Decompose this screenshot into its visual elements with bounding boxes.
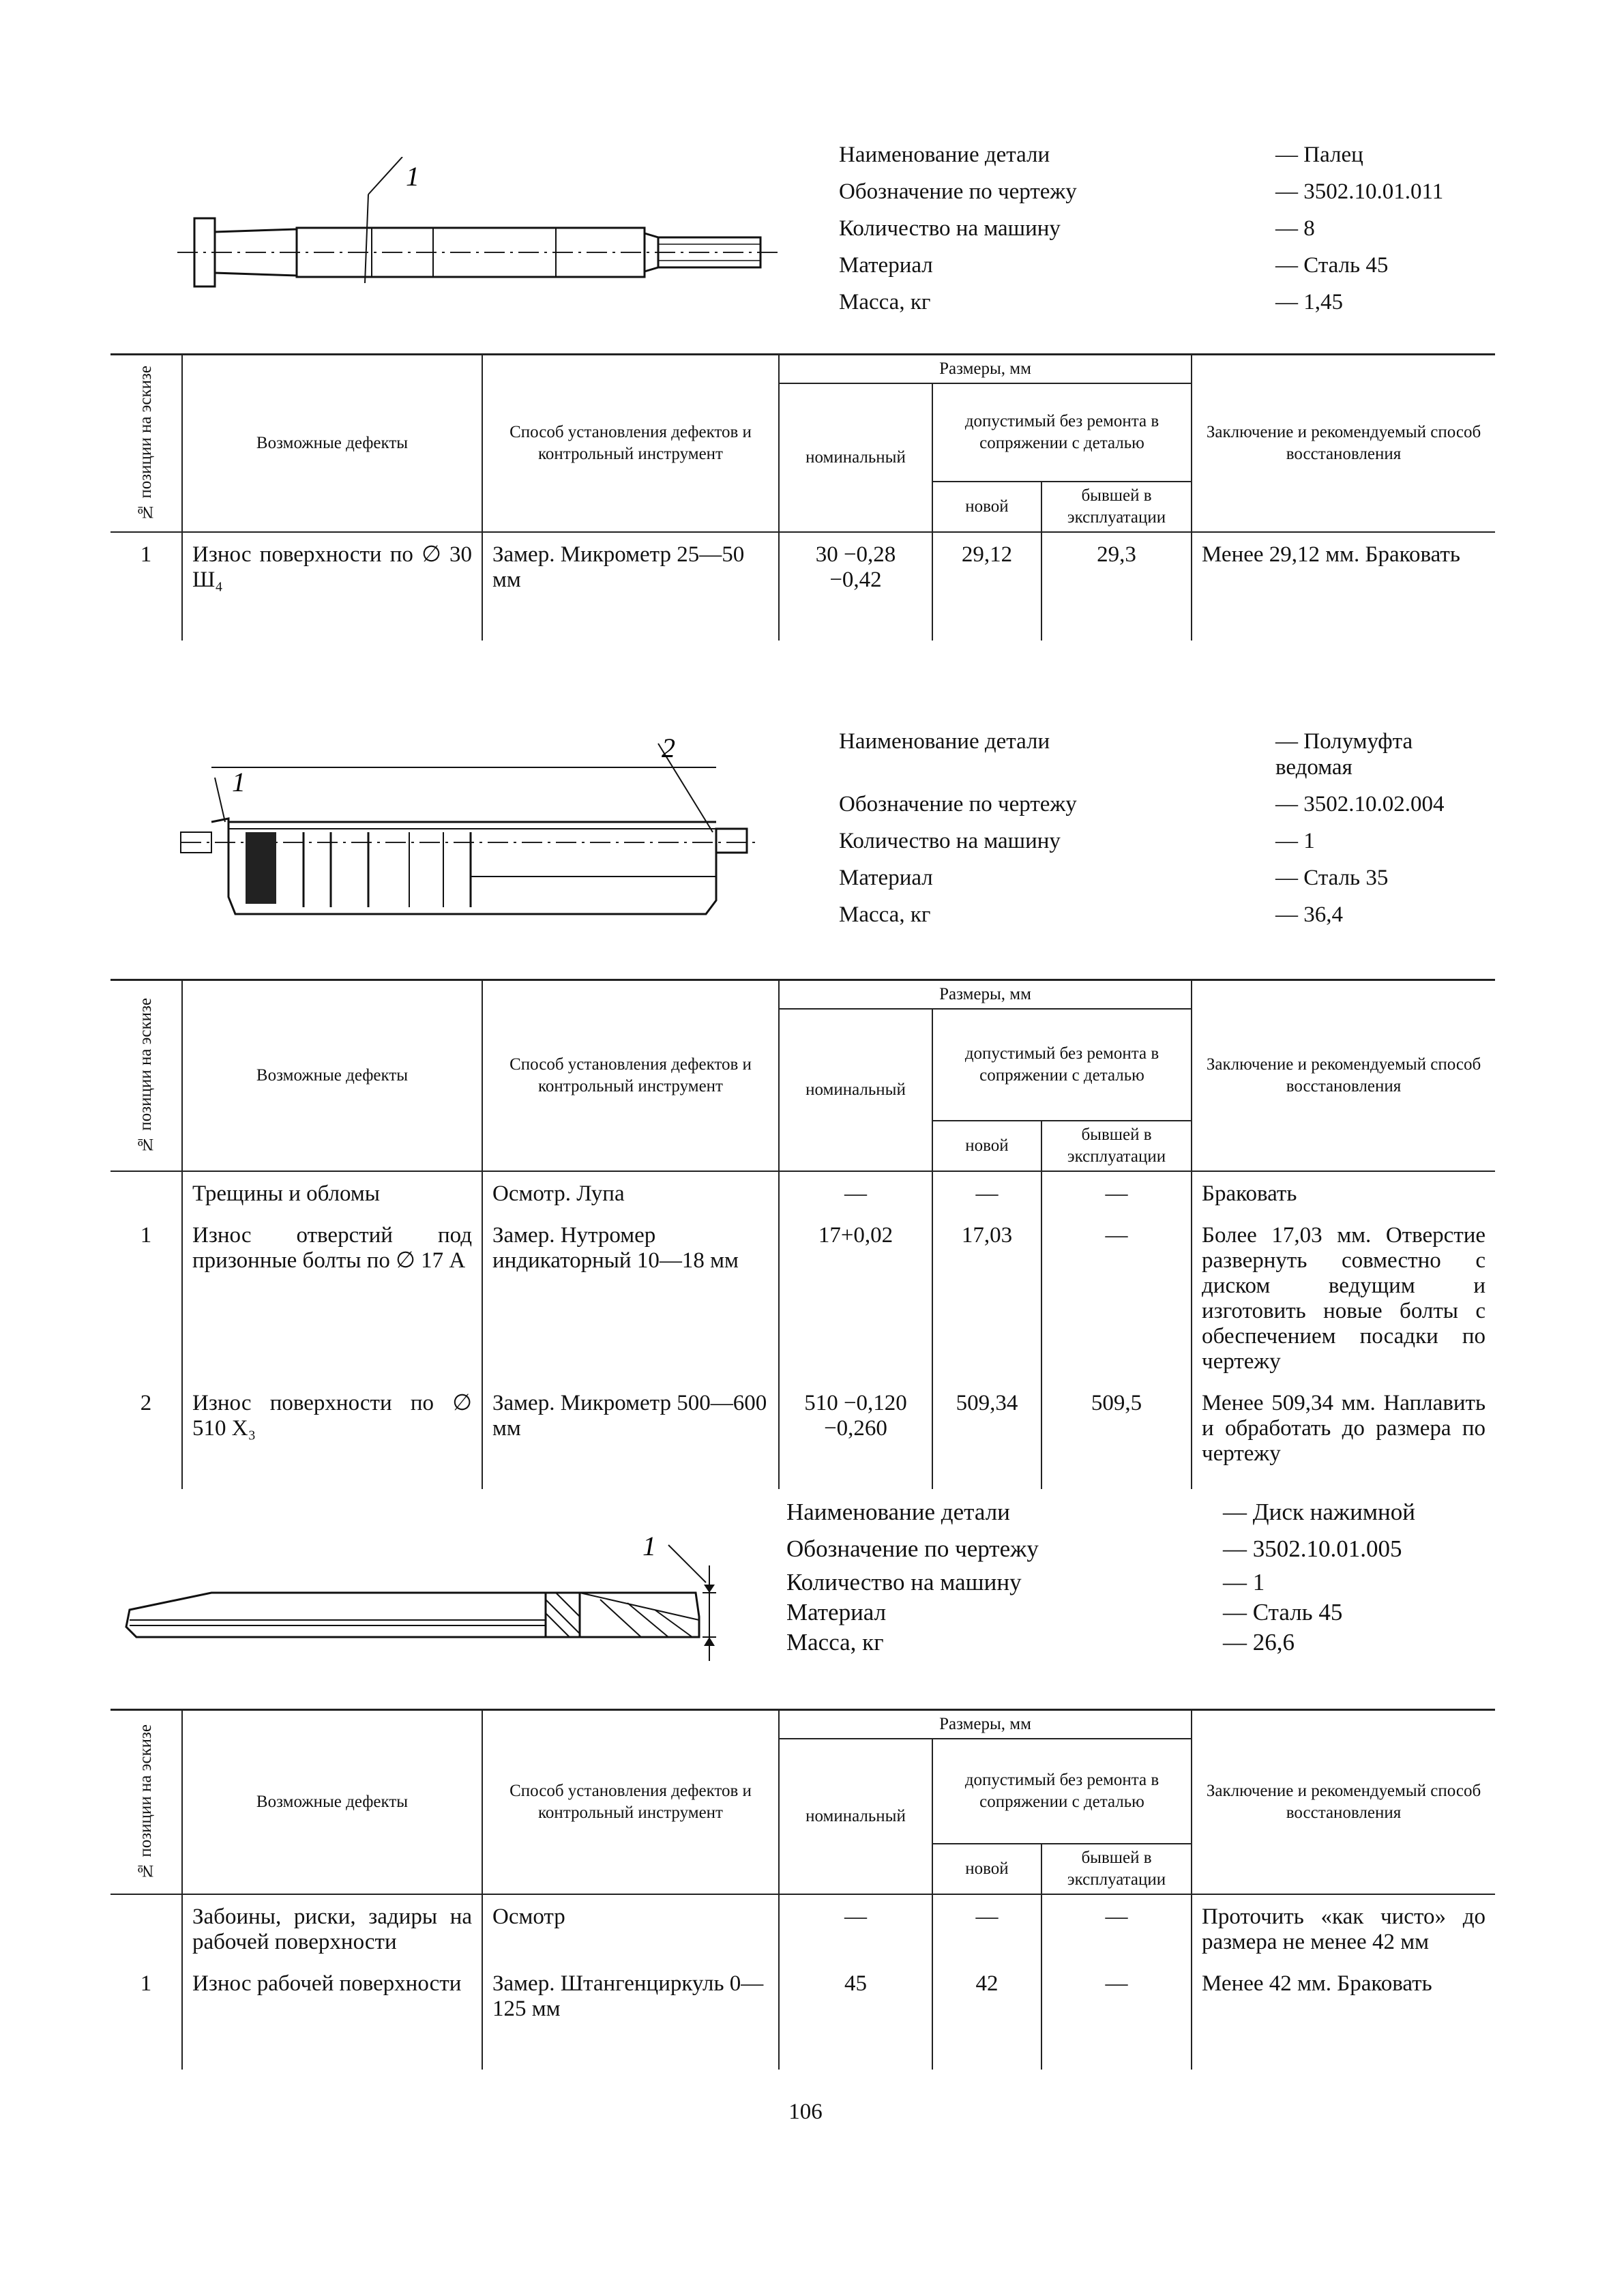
pos-cell: 1 <box>110 532 182 641</box>
col-dims-header: Размеры, мм <box>779 980 1192 1010</box>
col-new-header: новой <box>932 1121 1041 1171</box>
col-dims-header: Размеры, мм <box>779 355 1192 384</box>
mass-label: Масса, кг <box>839 902 931 927</box>
mass-value: — 36,4 <box>1275 902 1343 927</box>
defects-table-2 <box>110 979 1495 1489</box>
table-row <box>110 1171 1495 1213</box>
col-used-header: бывшей в эксплуатации <box>1041 482 1192 532</box>
defect-cell: Износ поверхности по ∅ 510 Х₃ <box>182 1381 482 1489</box>
drawing-value: — 3502.10.01.011 <box>1275 179 1444 204</box>
new-cell: 17,03 <box>932 1213 1041 1381</box>
name-label: Наименование детали <box>786 1499 1010 1525</box>
conclusion-cell: Менее 29,12 мм. Браковать <box>1192 532 1495 641</box>
part-info-3 <box>786 1494 1496 1658</box>
table-row <box>110 532 1495 641</box>
defect-cell: Трещины и обломы <box>182 1171 482 1213</box>
used-cell: — <box>1041 1962 1192 2070</box>
method-cell: Осмотр <box>482 1894 779 1962</box>
used-cell: — <box>1041 1213 1192 1381</box>
col-conclusion-header: Заключение и рекомендуемый способ восстановления <box>1192 980 1495 1172</box>
used-cell: — <box>1041 1894 1192 1962</box>
used-cell: 29,3 <box>1041 532 1192 641</box>
nominal-cell: 30 −0,28 −0,42 <box>779 532 932 641</box>
sketch-half-coupling <box>174 730 774 928</box>
qty-value: — 1 <box>1223 1569 1265 1595</box>
drawing-label: Обозначение по чертежу <box>839 179 1077 204</box>
sketch-pin <box>167 157 795 314</box>
col-nominal-header: номинальный <box>779 383 932 532</box>
conclusion-cell: Проточить «как чисто» до размера не менее 42 мм <box>1192 1894 1495 1962</box>
col-nominal-header: номинальный <box>779 1009 932 1171</box>
nominal-cell: 510 −0,120 −0,260 <box>779 1381 932 1489</box>
qty-value: — 1 <box>1275 829 1315 853</box>
conclusion-cell: Менее 42 мм. Браковать <box>1192 1962 1495 2070</box>
material-value: — Сталь 45 <box>1223 1599 1343 1625</box>
callout-1: 1 <box>232 767 246 797</box>
col-conclusion-header: Заключение и рекомендуемый способ восстановления <box>1192 355 1495 533</box>
material-value: — Сталь 35 <box>1275 866 1389 890</box>
material-label: Материал <box>786 1599 887 1625</box>
method-cell: Замер. Микрометр 25—50 мм <box>482 532 779 641</box>
name-value: — Палец <box>1275 143 1363 167</box>
mass-value: — 1,45 <box>1275 290 1343 314</box>
pos-cell: 1 <box>110 1962 182 2070</box>
name-value: — Полумуфта ведомая <box>1275 729 1413 780</box>
conclusion-cell: Браковать <box>1192 1171 1495 1213</box>
page-number: 106 <box>788 2100 823 2124</box>
drawing-value: — 3502.10.02.004 <box>1275 792 1445 816</box>
col-pos-header: № позиции на эскизе <box>136 366 155 521</box>
method-cell: Замер. Микрометр 500—600 мм <box>482 1381 779 1489</box>
method-cell: Осмотр. Лупа <box>482 1171 779 1213</box>
new-cell: — <box>932 1894 1041 1962</box>
table-row <box>110 1962 1495 2070</box>
col-new-header: новой <box>932 482 1041 532</box>
new-cell: 509,34 <box>932 1381 1041 1489</box>
method-cell: Замер. Нутромер индикаторный 10—18 мм <box>482 1213 779 1381</box>
name-value: — Диск нажимной <box>1223 1499 1415 1525</box>
col-nominal-header: номинальный <box>779 1739 932 1894</box>
col-used-header: бывшей в эксплуатации <box>1041 1844 1192 1894</box>
part-info-2 <box>839 723 1494 933</box>
method-cell: Замер. Штангенциркуль 0—125 мм <box>482 1962 779 2070</box>
col-conclusion-header: Заключение и рекомендуемый способ восстановления <box>1192 1710 1495 1895</box>
conclusion-cell: Более 17,03 мм. Отверстие развернуть совместно с диском ведущим и изготовить новые болты с обеспечением посадки по чертежу <box>1192 1213 1495 1381</box>
col-defects-header: Возможные дефекты <box>182 980 482 1172</box>
col-method-header: Способ установления дефектов и контрольный инструмент <box>482 980 779 1172</box>
table-row <box>110 1213 1495 1381</box>
material-label: Материал <box>839 866 933 890</box>
used-cell: — <box>1041 1171 1192 1213</box>
nominal-cell: — <box>779 1171 932 1213</box>
conclusion-cell: Менее 509,34 мм. Наплавить и обработать до размера по чертежу <box>1192 1381 1495 1489</box>
col-allowed-header: допустимый без ремонта в сопряжении с деталью <box>932 383 1192 482</box>
pos-cell <box>110 1171 182 1213</box>
callout-1: 1 <box>406 161 419 192</box>
table-row <box>110 1894 1495 1962</box>
new-cell: — <box>932 1171 1041 1213</box>
material-label: Материал <box>839 253 933 278</box>
col-dims-header: Размеры, мм <box>779 1710 1192 1739</box>
table-row <box>110 1381 1495 1489</box>
col-defects-header: Возможные дефекты <box>182 1710 482 1895</box>
callout-1: 1 <box>642 1531 656 1561</box>
drawing-value: — 3502.10.01.005 <box>1223 1535 1402 1562</box>
pos-cell: 2 <box>110 1381 182 1489</box>
defects-table-3 <box>110 1709 1495 2070</box>
defect-cell: Износ рабочей поверхности <box>182 1962 482 2070</box>
pos-cell: 1 <box>110 1213 182 1381</box>
col-used-header: бывшей в эксплуатации <box>1041 1121 1192 1171</box>
col-pos-header: № позиции на эскизе <box>136 1724 155 1880</box>
new-cell: 29,12 <box>932 532 1041 641</box>
col-allowed-header: допустимый без ремонта в сопряжении с деталью <box>932 1009 1192 1121</box>
col-new-header: новой <box>932 1844 1041 1894</box>
col-pos-header: № позиции на эскизе <box>136 998 155 1153</box>
qty-value: — 8 <box>1275 216 1315 241</box>
name-label: Наименование детали <box>839 729 1050 754</box>
name-label: Наименование детали <box>839 143 1050 167</box>
defects-table-1 <box>110 353 1495 641</box>
qty-label: Количество на машину <box>786 1569 1022 1595</box>
part-info-1 <box>839 136 1494 321</box>
nominal-cell: 17+0,02 <box>779 1213 932 1381</box>
col-defects-header: Возможные дефекты <box>182 355 482 533</box>
callout-2: 2 <box>662 733 675 763</box>
material-value: — Сталь 45 <box>1275 253 1389 278</box>
drawing-label: Обозначение по чертежу <box>839 792 1077 816</box>
new-cell: 42 <box>932 1962 1041 2070</box>
defect-cell: Износ поверхности по ∅ 30 Ш₄ <box>182 532 482 641</box>
nominal-cell: 45 <box>779 1962 932 2070</box>
qty-label: Количество на машину <box>839 216 1061 241</box>
mass-value: — 26,6 <box>1223 1629 1295 1655</box>
mass-label: Масса, кг <box>786 1629 884 1655</box>
col-allowed-header: допустимый без ремонта в сопряжении с деталью <box>932 1739 1192 1844</box>
col-method-header: Способ установления дефектов и контрольный инструмент <box>482 1710 779 1895</box>
defect-cell: Износ отверстий под призонные болты по ∅ 17 А <box>182 1213 482 1381</box>
sketch-pressure-disk <box>123 1518 737 1661</box>
qty-label: Количество на машину <box>839 829 1061 853</box>
drawing-label: Обозначение по чертежу <box>786 1535 1039 1562</box>
pos-cell <box>110 1894 182 1962</box>
nominal-cell: — <box>779 1894 932 1962</box>
mass-label: Масса, кг <box>839 290 931 314</box>
defect-cell: Забоины, риски, задиры на рабочей поверхности <box>182 1894 482 1962</box>
col-method-header: Способ установления дефектов и контрольный инструмент <box>482 355 779 533</box>
used-cell: 509,5 <box>1041 1381 1192 1489</box>
